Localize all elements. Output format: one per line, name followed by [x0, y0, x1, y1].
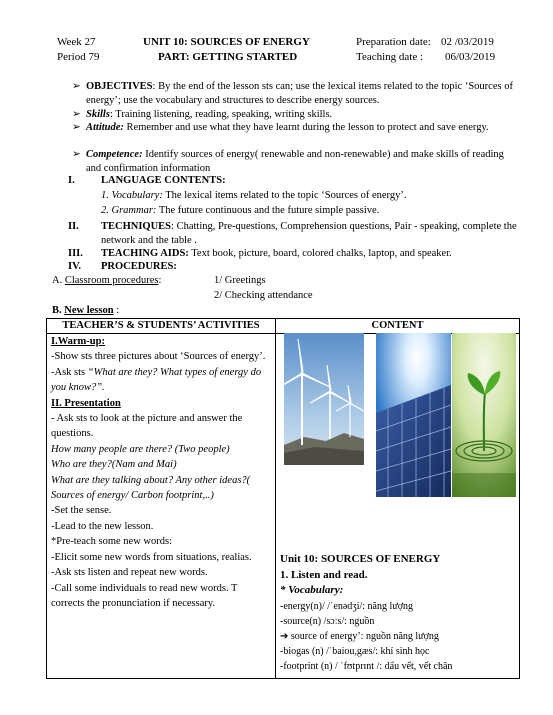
vocab-item: -source(n) /sɔːs/: nguồn [280, 615, 375, 627]
vocabulary-line: 1. Vocabulary: The lexical items related to the topic ‘Sources of energy’. [101, 190, 407, 201]
teaching-date: 06/03/2019 [445, 51, 496, 63]
objectives-item: OBJECTIVES: By the end of the lesson sts can; use the lexical items related to the topic ‘Sources of energy’; use the vocabulary and structures to describe energy sources. [86, 81, 513, 106]
section-1-number: I. [68, 175, 75, 186]
lesson-table [46, 318, 520, 679]
presentation-step: -Ask sts listen and repeat new words. [51, 567, 208, 579]
part-title: PART: GETTING STARTED [158, 51, 298, 63]
section-4-title: PROCEDURES: [101, 261, 177, 272]
listen-and-read-heading: 1. Listen and read. [280, 568, 368, 581]
techniques-line: TECHNIQUES: Chatting, Pre-questions, Comprehension questions, Pair - speaking, complete the network and the table . [101, 221, 517, 246]
grammar-line: 2. Grammar: The future continuous and the future simple passive. [101, 205, 380, 216]
preparation-date-label: Preparation date: [356, 36, 431, 48]
presentation-question: How many people are there? (Two people) [51, 443, 230, 455]
teaching-date-label: Teaching date : [356, 51, 424, 63]
presentation-step: -Call some individuals to read new words. T corrects the pronunciation if necessary. [51, 582, 238, 609]
classroom-procedures-label: A. Classroom procedures: [52, 275, 162, 286]
skills-item: Skills: Training listening, reading, speaking, writing skills. [86, 109, 333, 120]
checking-attendance-item: 2/ Checking attendance [214, 290, 313, 301]
presentation-step: -Set the sense. [51, 505, 112, 517]
activities-column-header: TEACHER’S & STUDENTS’ ACTIVITIES [62, 320, 260, 331]
section-1-title: LANGUAGE CONTENTS: [101, 175, 226, 186]
competence-item: Competence: Identify sources of energy( renewable and non-renewable) and make skills of reading and confirmation information [86, 149, 504, 174]
presentation-question: Who are they?(Nam and Mai) [51, 459, 177, 471]
new-lesson-label: B. New lesson : [52, 305, 120, 316]
week-label: Week 27 [57, 36, 96, 48]
column-divider [275, 319, 276, 678]
preparation-date: 02 /03/2019 [441, 36, 494, 48]
vocab-item: ➔ source of energy’: nguồn năng lượng [280, 630, 439, 642]
arrow-bullet-icon: ➢ [72, 81, 81, 92]
right-arrow-icon: ➔ [280, 630, 289, 642]
presentation-step: - Ask sts to look at the picture and answer the questions. [51, 413, 243, 440]
activities-cell [51, 334, 271, 611]
vocabulary-heading: * Vocabulary: [280, 584, 344, 596]
period-label: Period 79 [57, 51, 100, 63]
wind-turbines-picture [284, 333, 364, 465]
arrow-bullet-icon: ➢ [72, 122, 81, 133]
section-3-number: III. [68, 248, 83, 259]
arrow-bullet-icon: ➢ [72, 109, 81, 120]
warm-up-step: -Show sts three pictures about ‘Sources of energy’. [51, 351, 266, 363]
vocab-item: -biogas (n) /ˈbaiou,gæs/: khí sinh học [280, 645, 430, 657]
unit-title: UNIT 10: SOURCES OF ENERGY [143, 36, 310, 48]
vocab-item: -energy(n)/ /ˈenədʒi/: năng lượng [280, 600, 413, 612]
arrow-bullet-icon: ➢ [72, 149, 81, 160]
greetings-item: 1/ Greetings [214, 275, 266, 286]
warm-up-question: -Ask sts “What are they? What types of energy do you know?”. [51, 366, 262, 394]
vocab-item: -footprint (n) / ˈfʊtprɪnt /: dấu vết, vết chân [280, 660, 453, 672]
content-cell [280, 552, 516, 674]
section-2-number: II. [68, 221, 79, 232]
presentation-step: -Elicit some new words from situations, realias. [51, 551, 252, 563]
presentation-heading: II. Presentation [51, 397, 121, 409]
presentation-step: *Pre-teach some new words: [51, 536, 173, 548]
teaching-aids-line: TEACHING AIDS: Text book, picture, board, colored chalks, laptop, and speaker. [101, 248, 452, 259]
section-4-number: IV. [68, 261, 81, 272]
warm-up-heading: I.Warm-up: [51, 336, 105, 347]
plant-sprout-picture [452, 333, 516, 497]
presentation-step: -Lead to the new lesson. [51, 520, 154, 532]
presentation-question: What are they talking about? Any other ideas?( Sources of energy/ Carbon footprint,..) [51, 474, 251, 502]
content-unit-title: Unit 10: SOURCES OF ENERGY [280, 553, 441, 565]
solar-panel-picture [376, 333, 451, 497]
content-column-header: CONTENT [371, 320, 424, 331]
attitude-item: Attitude: Remember and use what they have learnt during the lesson to protect and save energy. [86, 122, 489, 133]
